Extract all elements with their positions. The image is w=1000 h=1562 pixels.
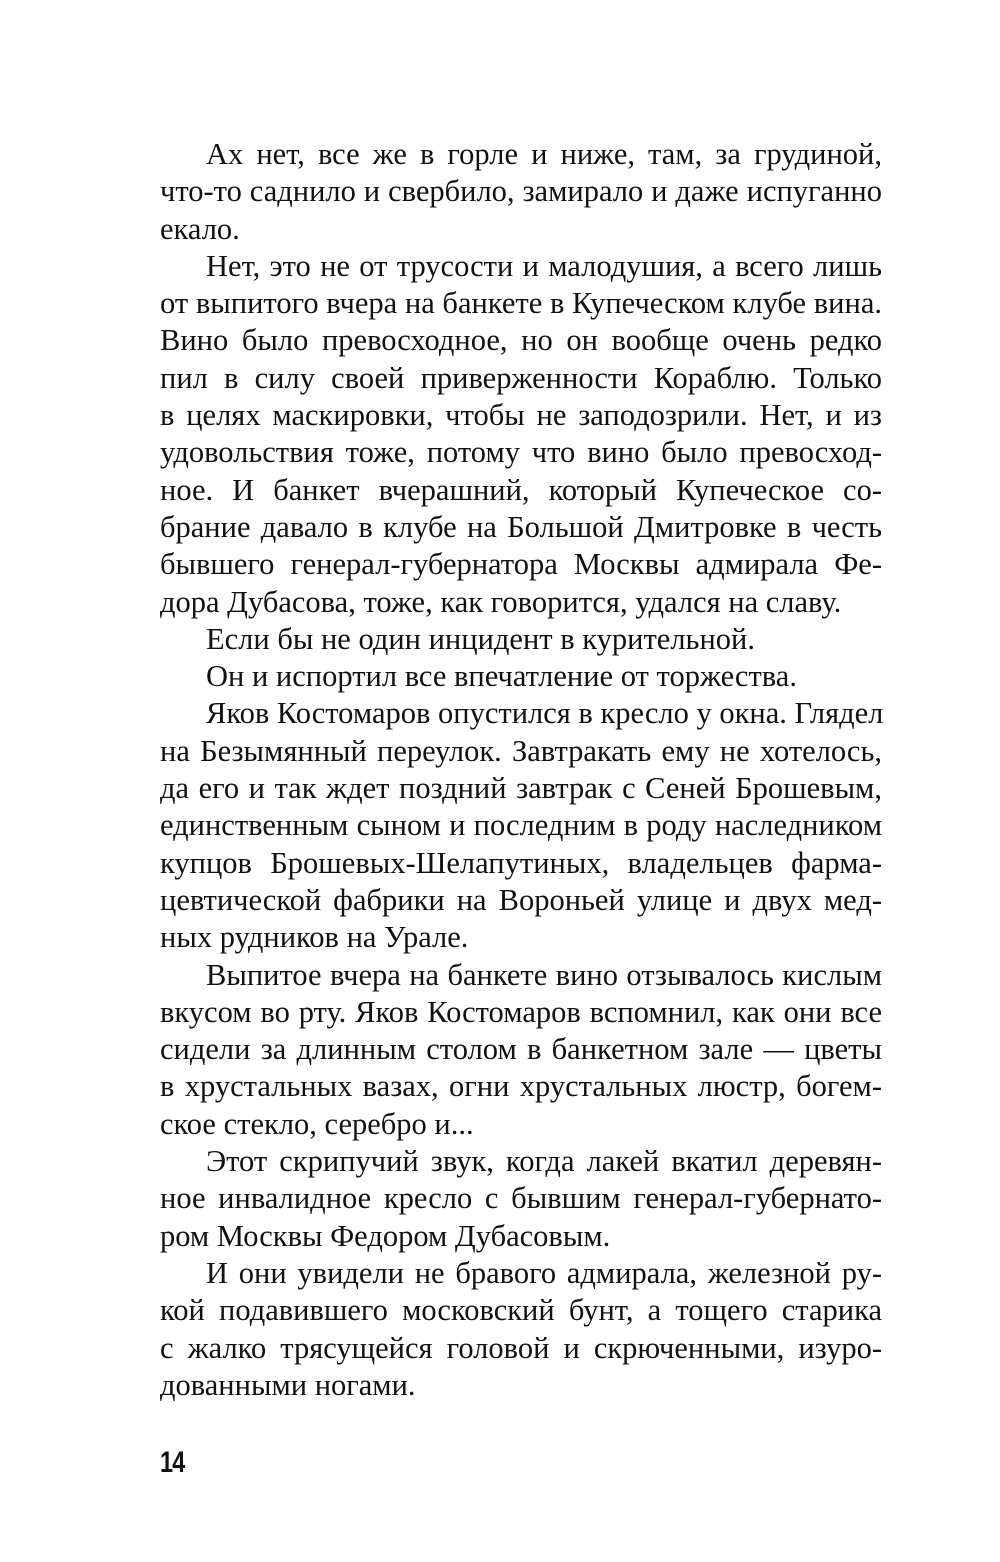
text-line: ское стекло, серебро и... [160,1106,474,1141]
text-line: Выпитое вчера на банкете вино отзывалось кислым [206,957,882,992]
text-line: ром Москвы Федором Дубасовым. [160,1218,611,1253]
page-number: 14 [160,1446,185,1479]
text-line: сидели за длинным столом в банкетном зале — цветы [160,1032,882,1067]
text-line: бывшего генерал-губернатора Москвы адмирала Фе- [160,547,882,582]
text-line: с жалко трясущейся головой и скрюченными, изуро- [160,1330,882,1365]
text-line: Нет, это не от трусости и малодушия, а всего лишь [206,248,882,283]
text-line: Вино было превосходное, но он вообще очень редко [160,323,882,358]
text-line: Он и испортил все впечатление от торжества. [206,659,797,694]
text-line: пил в силу своей приверженности Кораблю. Только [160,360,882,395]
text-line: И они увидели не бравого адмирала, железной ру- [206,1255,882,1290]
text-line: кой подавившего московский бунт, а тощего старика [160,1293,882,1328]
text-line: вкусом во рту. Яков Костомаров вспомнил, как они все [160,994,882,1029]
text-line: Яков Костомаров опустился в кресло у окна. Глядел [206,696,884,731]
text-line: от выпитого вчера на банкете в Купеческом клубе вина. [160,286,882,321]
text-line: брание давало в клубе на Большой Дмитровке в честь [160,509,882,544]
text-line: дора Дубасова, тоже, как говорится, удался на славу. [160,584,842,619]
text-line: единственным сыном и последним в роду наследником [160,808,882,843]
text-line: цевтической фабрики на Вороньей улице и двух мед- [160,882,882,917]
text-line: ных рудников на Урале. [160,920,469,955]
text-line: купцов Брошевых-Шелапутиных, владельцев фарма- [160,845,882,880]
text-line: Этот скрипучий звук, когда лакей вкатил деревян- [206,1144,882,1179]
text-line: удовольствия тоже, потому что вино было превосход- [160,435,882,470]
text-line: на Безымянный переулок. Завтракать ему не хотелось, [160,733,882,768]
text-line: ное. И банкет вчерашний, который Купеческое со- [160,472,882,507]
text-line: в целях маскировки, чтобы не заподозрили. Нет, и из [160,398,882,433]
text-line: да его и так ждет поздний завтрак с Сеней Брошевым, [160,771,882,806]
text-line: Ах нет, все же в горле и ниже, там, за грудиной, [206,137,882,171]
text-line: Если бы не один инцидент в курительной. [206,621,755,656]
text-line: в хрустальных вазах, огни хрустальных люстр, богем- [160,1069,882,1104]
text-line: ное инвалидное кресло с бывшим генерал-губернато- [160,1181,882,1216]
text-line: екало. [160,211,240,246]
body-text [160,136,882,1404]
text-line: дованными ногами. [160,1367,416,1402]
text-line: что-то саднило и свербило, замирало и даже испуганно [160,174,882,209]
